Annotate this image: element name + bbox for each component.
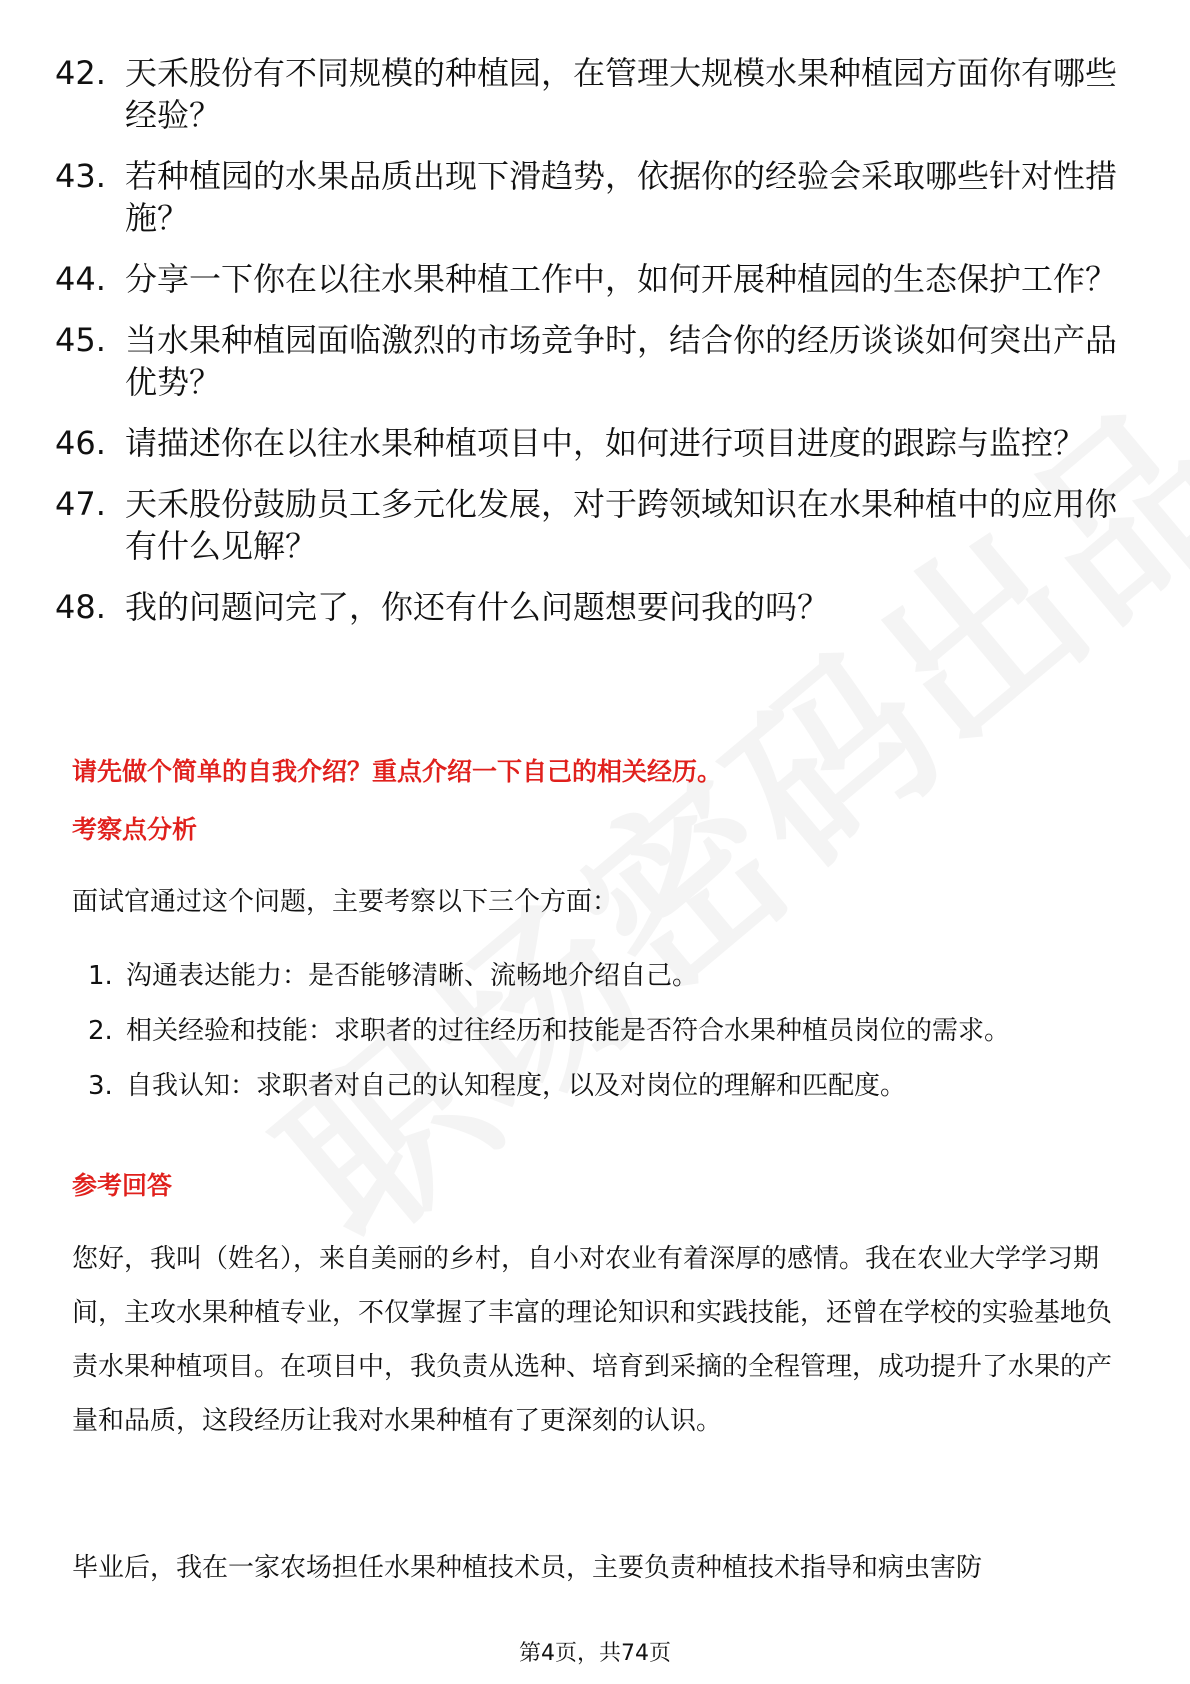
analysis-points <box>88 958 1010 1123</box>
analysis-point <box>88 958 1010 994</box>
point-text: 沟通表达能力：是否能够清晰、流畅地介绍自己。 <box>126 961 699 991</box>
answer-paragraph: 毕业后，我在一家农场担任水果种植技术员，主要负责种植技术指导和病虫害防 <box>72 1553 983 1583</box>
question-number: 47. <box>55 485 106 523</box>
analysis-point <box>88 1013 1010 1049</box>
question-title: 请先做个简单的自我介绍？重点介绍一下自己的相关经历。 <box>72 757 723 786</box>
question-number: 42. <box>55 54 106 92</box>
question-text: 当水果种植园面临激烈的市场竞争时，结合你的经历谈谈如何突出产品优势？ <box>125 321 1118 401</box>
question-number: 48. <box>55 588 106 626</box>
question-text: 我的问题问完了，你还有什么问题想要问我的吗？ <box>125 588 830 626</box>
answer-paragraph: 您好，我叫（姓名），来自美丽的乡村，自小对农业有着深厚的感情。我在农业大学学习期间，主攻水果种植专业，不仅掌握了丰富的理论知识和实践技能，还曾在学校的实验基地负责水果种植项目。在项目中，我负责从选种、培育到采摘的全程管理，成功提升了水果的产量和品质，这段经历让我对水果种植有了更深刻的认识。 <box>72 1244 1113 1436</box>
question-item <box>55 483 1135 567</box>
question-number: 44. <box>55 260 106 298</box>
question-item <box>55 319 1135 403</box>
question-item <box>55 258 1135 300</box>
question-item <box>55 422 1135 464</box>
point-number: 3. <box>88 1071 113 1101</box>
question-text: 分享一下你在以往水果种植工作中，如何开展种植园的生态保护工作？ <box>125 260 1118 298</box>
question-item <box>55 52 1135 136</box>
page-footer: 第4页，共74页 <box>519 1641 671 1666</box>
analysis-intro: 面试官通过这个问题，主要考察以下三个方面： <box>72 887 619 917</box>
question-item <box>55 586 1135 628</box>
analysis-heading: 考察点分析 <box>72 815 198 844</box>
question-number: 45. <box>55 321 106 359</box>
question-number: 46. <box>55 424 106 462</box>
question-item <box>55 155 1135 239</box>
analysis-point <box>88 1068 1010 1104</box>
question-number: 43. <box>55 157 106 195</box>
question-text: 请描述你在以往水果种植项目中，如何进行项目进度的跟踪与监控？ <box>125 424 1086 462</box>
question-text: 若种植园的水果品质出现下滑趋势，依据你的经验会采取哪些针对性措施？ <box>125 157 1118 237</box>
point-number: 2. <box>88 1016 113 1046</box>
question-text: 天禾股份鼓励员工多元化发展，对于跨领域知识在水果种植中的应用你有什么见解？ <box>125 485 1118 565</box>
question-list <box>55 52 1135 647</box>
point-number: 1. <box>88 961 113 991</box>
point-text: 相关经验和技能：求职者的过往经历和技能是否符合水果种植员岗位的需求。 <box>126 1016 1011 1046</box>
answer-heading: 参考回答 <box>72 1171 173 1200</box>
question-text: 天禾股份有不同规模的种植园，在管理大规模水果种植园方面你有哪些经验？ <box>125 54 1118 134</box>
point-text: 自我认知：求职者对自己的认知程度，以及对岗位的理解和匹配度。 <box>126 1071 907 1101</box>
